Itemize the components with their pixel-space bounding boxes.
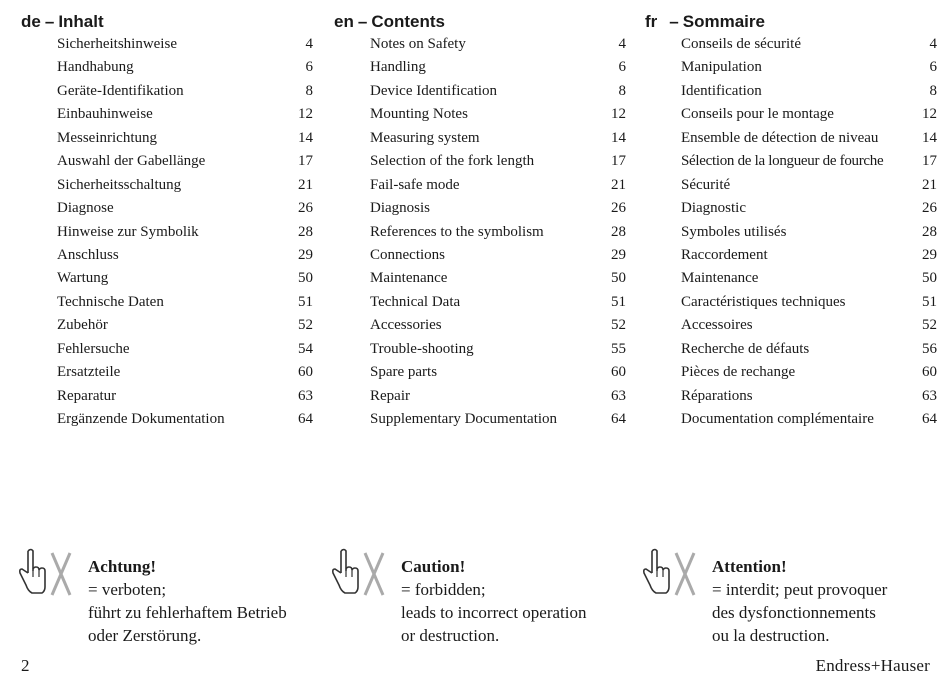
toc-entry-title: Mounting Notes bbox=[370, 106, 468, 123]
toc-entry-title: Fehlersuche bbox=[57, 340, 130, 357]
toc-entry[interactable] bbox=[645, 103, 937, 126]
heading-dash: – bbox=[669, 12, 679, 31]
toc-entry-title: Spare parts bbox=[370, 364, 438, 381]
toc-entry-title: Raccordement bbox=[681, 246, 768, 263]
toc-entry[interactable] bbox=[334, 221, 626, 244]
toc-entry-page: 60 bbox=[298, 364, 313, 381]
toc-entry-title: Manipulation bbox=[681, 59, 762, 76]
language-code: de bbox=[21, 12, 41, 31]
toc-entry[interactable] bbox=[645, 80, 937, 103]
toc-entry-title: Repair bbox=[370, 387, 410, 404]
toc-entry[interactable] bbox=[645, 408, 937, 431]
toc-entry[interactable] bbox=[645, 385, 937, 408]
toc-entry-page: 28 bbox=[611, 223, 626, 240]
toc-entry-page: 50 bbox=[922, 270, 937, 287]
toc-entry-title: References to the symbolism bbox=[370, 223, 544, 240]
toc-entry-page: 4 bbox=[305, 36, 313, 52]
toc-entry-page: 21 bbox=[922, 176, 937, 193]
toc-entry-page: 12 bbox=[611, 106, 626, 123]
toc-entry-page: 64 bbox=[922, 411, 937, 427]
toc-entry-page: 17 bbox=[298, 153, 313, 170]
toc-entry-title: Accessories bbox=[370, 317, 442, 334]
pointing-hand-forbidden-icon bbox=[642, 547, 706, 599]
toc-heading-en bbox=[334, 10, 626, 33]
toc-entry[interactable] bbox=[21, 338, 313, 361]
toc-entry-title: Sélection de la longueur de fourche bbox=[681, 153, 884, 170]
toc-entry[interactable] bbox=[645, 361, 937, 384]
toc-entry[interactable] bbox=[334, 291, 626, 314]
warning-block-en bbox=[331, 545, 631, 645]
toc-entry-page: 12 bbox=[922, 106, 937, 123]
toc-entry[interactable] bbox=[21, 244, 313, 267]
toc-entry-title: Sicherheitshinweise bbox=[57, 36, 177, 52]
toc-entry-page: 6 bbox=[305, 59, 313, 76]
toc-entry[interactable] bbox=[21, 103, 313, 126]
toc-entry-page: 50 bbox=[298, 270, 313, 287]
toc-entry-title: Caractéristiques techniques bbox=[681, 293, 846, 310]
toc-title: Inhalt bbox=[58, 12, 104, 31]
toc-entry[interactable] bbox=[334, 338, 626, 361]
toc-entry-page: 50 bbox=[611, 270, 626, 287]
warning-title: Achtung! bbox=[88, 557, 157, 576]
toc-entry[interactable] bbox=[21, 267, 313, 290]
toc-entry-title: Wartung bbox=[57, 270, 109, 287]
toc-entry-title: Trouble-shooting bbox=[370, 340, 474, 357]
toc-entry-page: 51 bbox=[611, 293, 626, 310]
toc-column-en bbox=[334, 10, 626, 431]
toc-entry-title: Auswahl der Gabellänge bbox=[57, 153, 206, 170]
warning-line: ou la destruction. bbox=[712, 626, 830, 645]
toc-entry-title: Maintenance bbox=[681, 270, 759, 287]
toc-entry-title: Accessoires bbox=[681, 317, 753, 334]
toc-entry-page: 52 bbox=[922, 317, 937, 334]
toc-entry-title: Einbauhinweise bbox=[57, 106, 153, 123]
toc-entry-page: 52 bbox=[611, 317, 626, 334]
toc-entry-title: Diagnostic bbox=[681, 200, 746, 217]
toc-list-de bbox=[21, 33, 313, 431]
toc-entry-page: 55 bbox=[611, 340, 626, 357]
toc-entry-title: Documentation complémentaire bbox=[681, 411, 874, 427]
toc-entry-title: Hinweise zur Symbolik bbox=[57, 223, 199, 240]
toc-entry-page: 60 bbox=[611, 364, 626, 381]
toc-entry-title: Symboles utilisés bbox=[681, 223, 787, 240]
toc-entry-title: Diagnose bbox=[57, 200, 114, 217]
toc-entry-page: 28 bbox=[298, 223, 313, 240]
toc-entry[interactable] bbox=[21, 385, 313, 408]
toc-entry-title: Anschluss bbox=[57, 246, 119, 263]
toc-entry[interactable] bbox=[334, 174, 626, 197]
toc-entry-title: Sicherheitsschaltung bbox=[57, 176, 182, 193]
toc-entry[interactable] bbox=[334, 385, 626, 408]
toc-entry-title: Sécurité bbox=[681, 176, 731, 193]
toc-entry-page: 29 bbox=[611, 246, 626, 263]
toc-entry-title: Maintenance bbox=[370, 270, 448, 287]
warning-line: leads to incorrect operation bbox=[401, 603, 587, 622]
toc-entry-page: 12 bbox=[298, 106, 313, 123]
toc-entry-title: Fail-safe mode bbox=[370, 176, 460, 193]
toc-entry[interactable] bbox=[21, 33, 313, 56]
toc-entry-title: Technische Daten bbox=[57, 293, 164, 310]
toc-entry[interactable] bbox=[21, 408, 313, 431]
toc-entry[interactable] bbox=[334, 80, 626, 103]
toc-entry-title: Réparations bbox=[681, 387, 753, 404]
warning-line: = forbidden; bbox=[401, 580, 486, 599]
warning-text bbox=[401, 555, 587, 647]
toc-entry[interactable] bbox=[334, 127, 626, 150]
toc-entry[interactable] bbox=[645, 244, 937, 267]
toc-entry-title: Zubehör bbox=[57, 317, 108, 334]
toc-entry[interactable] bbox=[645, 174, 937, 197]
toc-column-de bbox=[21, 10, 313, 431]
toc-entry-page: 64 bbox=[611, 411, 626, 427]
toc-entry-page: 63 bbox=[922, 387, 937, 404]
toc-entry-page: 21 bbox=[298, 176, 313, 193]
toc-entry-title: Ergänzende Dokumentation bbox=[57, 411, 225, 427]
toc-entry-page: 26 bbox=[611, 200, 626, 217]
toc-entry-title: Ersatzteile bbox=[57, 364, 121, 381]
toc-entry-page: 17 bbox=[922, 153, 937, 170]
toc-entry[interactable] bbox=[21, 314, 313, 337]
toc-entry[interactable] bbox=[334, 56, 626, 79]
toc-entry-page: 51 bbox=[922, 293, 937, 310]
toc-entry-title: Conseils pour le montage bbox=[681, 106, 834, 123]
toc-entry-title: Technical Data bbox=[370, 293, 461, 310]
warning-line: or destruction. bbox=[401, 626, 500, 645]
toc-entry-title: Handhabung bbox=[57, 59, 134, 76]
toc-entry-page: 26 bbox=[298, 200, 313, 217]
warning-line: = verboten; bbox=[88, 580, 167, 599]
toc-entry-title: Pièces de rechange bbox=[681, 364, 796, 381]
warning-text bbox=[88, 555, 287, 647]
toc-entry-title: Reparatur bbox=[57, 387, 117, 404]
warning-block-de bbox=[18, 545, 318, 645]
toc-entry-page: 56 bbox=[922, 340, 937, 357]
toc-entry-page: 6 bbox=[618, 59, 626, 76]
toc-entry-page: 4 bbox=[618, 36, 626, 52]
toc-entry[interactable] bbox=[645, 267, 937, 290]
toc-list-fr bbox=[645, 33, 937, 431]
warning-line: = interdit; peut provoquer bbox=[712, 580, 888, 599]
toc-entry-page: 29 bbox=[298, 246, 313, 263]
toc-entry-page: 8 bbox=[305, 82, 313, 99]
toc-entry-page: 14 bbox=[922, 129, 937, 146]
language-code: fr bbox=[645, 12, 658, 31]
toc-entry[interactable] bbox=[334, 314, 626, 337]
toc-entry-page: 52 bbox=[298, 317, 313, 334]
toc-entry-page: 28 bbox=[922, 223, 937, 240]
toc-entry-page: 6 bbox=[929, 59, 937, 76]
toc-entry[interactable] bbox=[21, 197, 313, 220]
toc-entry-page: 17 bbox=[611, 153, 626, 170]
toc-entry-title: Handling bbox=[370, 59, 426, 76]
toc-entry-page: 29 bbox=[922, 246, 937, 263]
toc-entry-page: 60 bbox=[922, 364, 937, 381]
toc-entry[interactable] bbox=[21, 361, 313, 384]
toc-entry-page: 54 bbox=[298, 340, 313, 357]
warning-title: Attention! bbox=[712, 557, 787, 576]
toc-entry-title: Connections bbox=[370, 246, 445, 263]
toc-entry-title: Conseils de sécurité bbox=[681, 36, 801, 52]
page-number: 2 bbox=[21, 656, 30, 675]
toc-entry-page: 14 bbox=[298, 129, 313, 146]
toc-entry-page: 26 bbox=[922, 200, 937, 217]
toc-entry[interactable] bbox=[645, 56, 937, 79]
toc-entry[interactable] bbox=[645, 338, 937, 361]
warning-text bbox=[712, 555, 887, 647]
warning-block-fr bbox=[642, 545, 942, 645]
toc-entry[interactable] bbox=[334, 267, 626, 290]
toc-entry[interactable] bbox=[21, 56, 313, 79]
toc-entry[interactable] bbox=[645, 314, 937, 337]
toc-entry[interactable] bbox=[645, 197, 937, 220]
toc-entry-title: Diagnosis bbox=[370, 200, 430, 217]
toc-entry-title: Supplementary Documentation bbox=[370, 411, 558, 427]
toc-entry[interactable] bbox=[334, 197, 626, 220]
heading-dash: – bbox=[44, 12, 55, 31]
toc-entry[interactable] bbox=[334, 361, 626, 384]
toc-entry-title: Ensemble de détection de niveau bbox=[681, 129, 879, 146]
toc-entry-title: Measuring system bbox=[370, 129, 480, 146]
heading-dash: – bbox=[357, 12, 368, 31]
toc-entry[interactable] bbox=[334, 244, 626, 267]
toc-entry-page: 14 bbox=[611, 129, 626, 146]
toc-entry-page: 63 bbox=[298, 387, 313, 404]
toc-heading-fr bbox=[645, 10, 937, 33]
toc-entry-title: Device Identification bbox=[370, 82, 498, 99]
warning-line: oder Zerstörung. bbox=[88, 626, 202, 645]
toc-entry[interactable] bbox=[645, 291, 937, 314]
pointing-hand-forbidden-icon bbox=[331, 547, 395, 599]
toc-entry-page: 64 bbox=[298, 411, 313, 427]
toc-column-fr bbox=[645, 10, 937, 431]
toc-entry-title: Identification bbox=[681, 82, 762, 99]
toc-entry[interactable] bbox=[334, 103, 626, 126]
toc-entry-page: 21 bbox=[611, 176, 626, 193]
warning-line: des dysfonctionnements bbox=[712, 603, 876, 622]
toc-entry[interactable] bbox=[21, 127, 313, 150]
toc-entry[interactable] bbox=[21, 80, 313, 103]
toc-title: Contents bbox=[371, 12, 445, 31]
warning-title: Caution! bbox=[401, 557, 466, 576]
toc-entry-title: Recherche de défauts bbox=[681, 340, 810, 357]
toc-entry[interactable] bbox=[645, 150, 937, 173]
toc-entry[interactable] bbox=[645, 127, 937, 150]
toc-entry-page: 8 bbox=[929, 82, 937, 99]
brand-logo-text: Endress+Hauser bbox=[815, 656, 930, 675]
toc-entry-page: 63 bbox=[611, 387, 626, 404]
toc-entry[interactable] bbox=[645, 221, 937, 244]
toc-entry-page: 51 bbox=[298, 293, 313, 310]
toc-entry[interactable] bbox=[21, 291, 313, 314]
toc-entry[interactable] bbox=[334, 408, 626, 431]
warning-line: führt zu fehlerhaftem Betrieb bbox=[88, 603, 287, 622]
toc-entry-title: Messeinrichtung bbox=[57, 129, 157, 146]
toc-heading-de bbox=[21, 10, 313, 33]
toc-entry[interactable] bbox=[21, 221, 313, 244]
toc-entry[interactable] bbox=[645, 33, 937, 56]
toc-entry-title: Geräte-Identifikation bbox=[57, 82, 184, 99]
toc-entry-title: Notes on Safety bbox=[370, 36, 466, 52]
toc-entry[interactable] bbox=[334, 150, 626, 173]
toc-entry[interactable] bbox=[21, 150, 313, 173]
pointing-hand-forbidden-icon bbox=[18, 547, 82, 599]
toc-entry[interactable] bbox=[21, 174, 313, 197]
toc-title: Sommaire bbox=[682, 12, 765, 31]
language-code: en bbox=[334, 12, 354, 31]
toc-entry-page: 8 bbox=[618, 82, 626, 99]
toc-entry-page: 4 bbox=[929, 36, 937, 52]
toc-entry[interactable] bbox=[334, 33, 626, 56]
toc-list-en bbox=[334, 33, 626, 431]
toc-entry-title: Selection of the fork length bbox=[370, 153, 535, 170]
